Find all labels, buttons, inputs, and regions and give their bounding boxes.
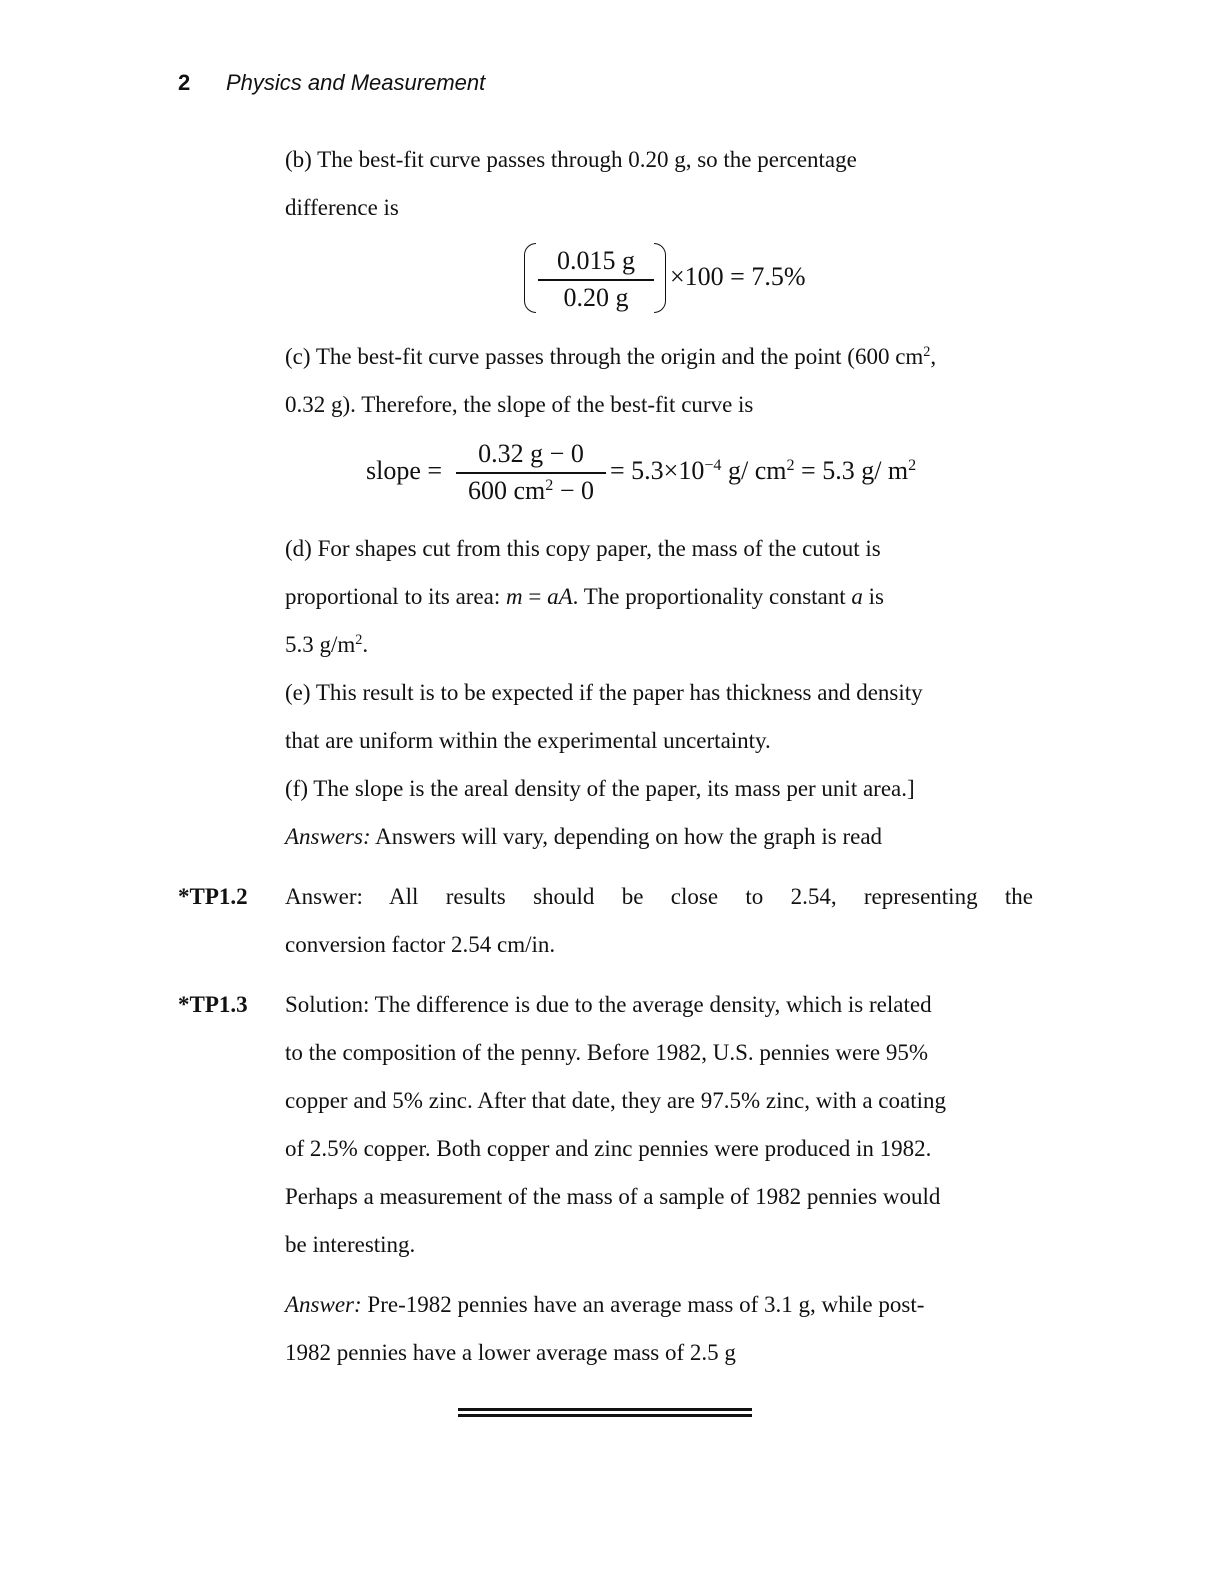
tp1-2-line-2: conversion factor 2.54 cm/in.	[285, 932, 556, 957]
right-paren	[654, 243, 666, 313]
part-f-line-1: (f) The slope is the areal density of the paper, its mass per unit area.]	[285, 776, 915, 801]
tp1-3-label: *TP1.3	[178, 992, 248, 1017]
unit-cm: g/ cm	[721, 456, 787, 485]
slope-label: slope =	[366, 456, 443, 485]
end-rule-top	[458, 1408, 752, 1411]
var-aA: aA	[547, 584, 573, 609]
var-a: a	[851, 584, 863, 609]
page-header	[178, 70, 485, 96]
tp1-3-answer-line-2: 1982 pennies have a lower average mass of 2.5 g	[285, 1340, 736, 1365]
superscript: 2	[545, 477, 554, 495]
page-number: 2	[178, 70, 191, 95]
var-m: m	[506, 584, 523, 609]
tp1-3-line: Perhaps a measurement of the mass of a sample of 1982 pennies would	[285, 1184, 941, 1209]
slope-equation	[366, 436, 966, 510]
fraction-numerator: 0.015 g	[557, 246, 635, 275]
slope-fraction	[456, 436, 606, 508]
denominator-end: − 0	[553, 476, 594, 505]
answers-text: Answers will vary, depending on how the graph is read	[370, 824, 883, 849]
text: 5.3 g/m	[285, 632, 356, 657]
part-d-line-2	[285, 582, 884, 612]
part-d-line-3	[285, 630, 368, 660]
unit-m: = 5.3 g/ m	[794, 456, 909, 485]
part-c-line-2: 0.32 g). Therefore, the slope of the best-fit curve is	[285, 392, 754, 417]
superscript: 2	[908, 457, 917, 475]
answers-label: Answers:	[285, 824, 371, 849]
tp1-3-line: copper and 5% zinc. After that date, they are 97.5% zinc, with a coating	[285, 1088, 946, 1113]
fraction	[538, 243, 654, 315]
slope-result	[610, 456, 916, 486]
left-paren	[524, 243, 536, 313]
slope-denominator	[456, 472, 606, 508]
end-rule-bottom	[458, 1414, 752, 1417]
part-e-line-2: that are uniform within the experimental uncertainty.	[285, 728, 771, 753]
tp1-3-line: of 2.5% copper. Both copper and zinc pennies were produced in 1982.	[285, 1136, 932, 1161]
text: proportional to its area:	[285, 584, 506, 609]
tp1-3-line: be interesting.	[285, 1232, 416, 1257]
text: . The proportionality constant	[572, 584, 852, 609]
answer-text: Pre-1982 pennies have an average mass of 3.1 g, while post-	[361, 1292, 925, 1317]
exponent: −4	[704, 457, 722, 475]
fraction-denominator: 0.20 g	[538, 279, 654, 315]
part-e-line-1: (e) This result is to be expected if the paper has thickness and density	[285, 680, 923, 705]
superscript: 2	[355, 632, 363, 649]
text: is	[862, 584, 884, 609]
part-c-line-1-end: ,	[930, 344, 937, 369]
tp1-3-line: to the composition of the penny. Before 1982, U.S. pennies were 95%	[285, 1040, 929, 1065]
part-c-line-1	[285, 342, 936, 372]
denominator-text: 600 cm	[468, 476, 546, 505]
text: .	[362, 632, 369, 657]
part-c-line-1-text: (c) The best-fit curve passes through the origin and the point (600 cm	[285, 344, 924, 369]
tp1-2-line-1: Answer: All results should be close to 2.54, representing the	[285, 884, 1033, 909]
part-b-line-2: difference is	[285, 195, 399, 220]
answers-line	[285, 822, 882, 852]
chapter-title: Physics and Measurement	[226, 70, 486, 95]
answer-label: Answer:	[285, 1292, 362, 1317]
percentage-difference-equation	[524, 243, 814, 317]
result-value: = 5.3×10	[610, 456, 705, 485]
part-b-line-1: (b) The best-fit curve passes through 0.20 g, so the percentage	[285, 147, 857, 172]
tp1-3-line: Solution: The difference is due to the average density, which is related	[285, 992, 932, 1017]
slope-numerator: 0.32 g − 0	[478, 439, 584, 468]
equals: =	[522, 584, 548, 609]
tp1-3-answer-line-1	[285, 1290, 924, 1320]
superscript: 2	[786, 457, 795, 475]
superscript: 2	[923, 344, 931, 361]
equation-rhs: ×100 = 7.5%	[670, 262, 806, 291]
part-d-line-1: (d) For shapes cut from this copy paper, the mass of the cutout is	[285, 536, 881, 561]
tp1-2-label: *TP1.2	[178, 884, 248, 909]
